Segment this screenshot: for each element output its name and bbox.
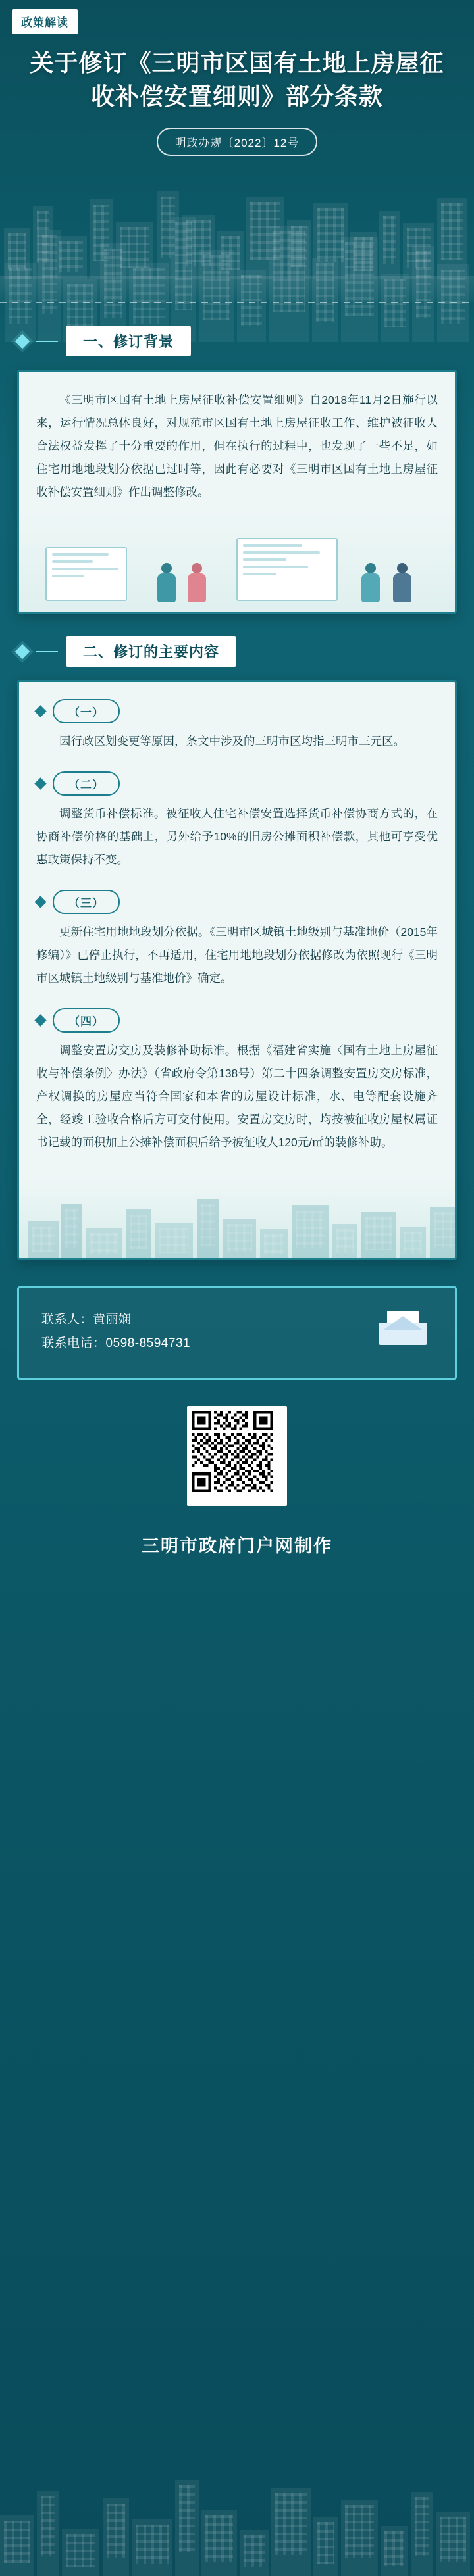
document-board-icon <box>236 538 338 601</box>
water-reflection <box>0 276 474 302</box>
list-item <box>36 890 438 990</box>
contact-phone-value: 0598-8594731 <box>105 1336 191 1351</box>
section-2-label: 二、修订的主要内容 <box>66 636 236 667</box>
title-block <box>0 46 474 156</box>
diamond-icon <box>15 644 30 659</box>
contact-phone-label: 联系电话： <box>41 1336 106 1351</box>
envelope-icon <box>379 1311 427 1345</box>
policy-tag: 政策解读 <box>12 9 78 34</box>
item-1-tag: （一） <box>53 699 120 723</box>
contact-person-label: 联系人： <box>41 1313 93 1327</box>
contact-person-value: 黄丽娴 <box>93 1313 132 1327</box>
diamond-icon <box>34 896 46 908</box>
divider-dashed <box>0 302 474 303</box>
diamond-icon <box>34 1015 46 1027</box>
diamond-icon <box>34 778 46 790</box>
qr-section <box>0 1406 474 1509</box>
skyline-decoration-bottom <box>0 2451 474 2576</box>
section-1-paragraph: 《三明市区国有土地上房屋征收补偿安置细则》自2018年11月2日施行以来，运行情况总体良好，对规范市区国有土地上房屋征收工作、维护被征收人合法权益发挥了十分重要的作用，但在执行的过程中，也发现了一些不足，如住宅用地地段划分依据已过时等，因此有必要对《三明市区国有土地上房屋征收补偿安置细则》作出调整修改。 <box>36 393 438 499</box>
section-1-label: 一、修订背景 <box>66 326 191 356</box>
item-1-text: 因行政区划变更等原因，条文中涉及的三明市区均指三明市三元区。 <box>59 735 405 748</box>
section-2-card <box>17 680 457 1260</box>
footer-credit: 三明市政府门户网制作 <box>142 1536 332 1557</box>
diamond-icon <box>15 333 30 349</box>
person-icon-3 <box>361 563 380 602</box>
section-2-illustration <box>19 1179 455 1258</box>
item-3-text: 更新住宅用地地段划分依据。《三明市区城镇土地级别与基准地价（2015年修编）》已停止执行，不再适用，住宅用地地段划分依据修改为依照现行《三明市区城镇土地级别与基准地价》确定。 <box>36 925 438 985</box>
section-1-illustration <box>19 513 455 612</box>
list-item <box>36 771 438 871</box>
item-3-tag: （三） <box>53 890 120 914</box>
item-4-text: 调整安置房交房及装修补助标准。根据《福建省实施〈国有土地上房屋征收与补偿条例〉办法》（省政府令第138号）第二十四条调整安置房交房标准，产权调换的房屋应当符合国家和本省的房屋设计标准，水、电等配套设施齐全，经竣工验收合格后方可交付使用。安置房交房时，均按被征收房屋权属证书记载的面积加上公摊补偿面积后给予被征收人120元/㎡的装修补助。 <box>36 1044 438 1150</box>
contact-card <box>17 1286 457 1380</box>
chart-board-icon <box>45 547 127 601</box>
heading-rule <box>36 651 58 652</box>
contact-phone-row <box>41 1332 433 1355</box>
item-4-tag: （四） <box>53 1008 120 1033</box>
list-item <box>36 1008 438 1154</box>
section-1-card <box>17 370 457 614</box>
person-icon-2 <box>188 563 206 602</box>
list-item <box>36 699 438 753</box>
item-2-tag: （二） <box>53 771 120 796</box>
person-icon-1 <box>157 563 176 602</box>
hero-illustration <box>0 170 474 302</box>
heading-rule <box>36 341 58 342</box>
person-icon-4 <box>393 563 411 602</box>
page-title: 关于修订《三明市区国有土地上房屋征收补偿安置细则》部分条款 <box>30 49 444 110</box>
section-heading-main-content <box>17 636 457 667</box>
qr-code-icon[interactable] <box>187 1406 287 1506</box>
contact-person-row <box>41 1308 433 1332</box>
document-number: 明政办规〔2022〕12号 <box>157 128 318 156</box>
item-2-text: 调整货币补偿标准。被征收人住宅补偿安置选择货币补偿协商方式的，在协商补偿价格的基础上，另外给予10%的旧房公摊面积补偿款，其他可享受优惠政策保持不变。 <box>36 807 438 867</box>
diamond-icon <box>34 706 46 717</box>
section-heading-background <box>17 326 457 356</box>
